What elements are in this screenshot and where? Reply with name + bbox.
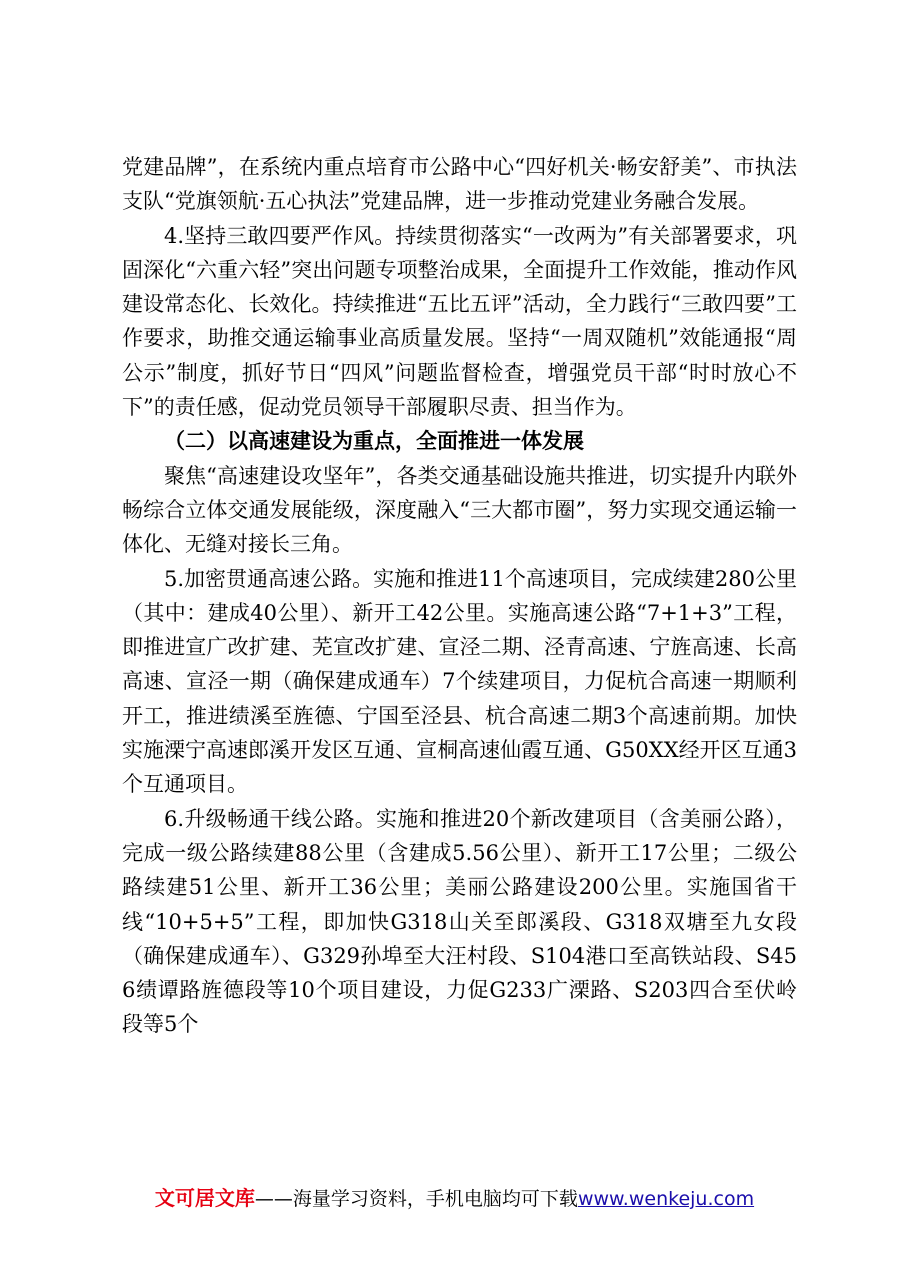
footer-banner [0, 1182, 909, 1211]
footer-brand: 文可居文库 [154, 1186, 255, 1210]
footer-site-link[interactable]: www.wenkeju.com [577, 1188, 755, 1210]
paragraph-item-5: 5.加密贯通高速公路。实施和推进11个高速项目，完成续建280公里（其中：建成40公里）、新开工42公里。实施高速公路“7+1+3”工程，即推进宣广改扩建、芜宣改扩建、宣泾二期、泾青高速、宁旌高速、长高高速、宣泾一期（确保建成通车）7个续建项目，力促杭合高速一期顺利开工，推进绩溪至旌德、宁国至泾县、杭合高速二期3个高速前期。加快实施溧宁高速郎溪开发区互通、宣桐高速仙霞互通、G50XX经开区互通3个互通项目。 [122, 566, 797, 797]
paragraph-continuation: 党建品牌”，在系统内重点培育市公路中心“四好机关·畅安舒美”、市执法支队“党旗领航·五心执法”党建品牌，进一步推动党建业务融合发展。 [122, 155, 797, 214]
footer-tagline: ——海量学习资料，手机电脑均可下载 [254, 1188, 578, 1210]
document-body [122, 150, 797, 1042]
paragraph-item-6: 6.升级畅通干线公路。实施和推进20个新改建项目（含美丽公路），完成一级公路续建88公里（含建成5.56公里）、新开工17公里；二级公路续建51公里、新开工36公里；美丽公路建设200公里。实施国省干线“10+5+5”工程，即加快G318山关至郎溪段、G318双塘至九女段（确保建成通车）、G329孙埠至大汪村段、S104港口至高铁站段、S456绩谭路旌德段等10个项目建设，力促G233广溧路、S203四合至伏岭段等5个 [122, 806, 797, 1037]
paragraph-section-intro: 聚焦“高速建设攻坚年”，各类交通基础设施共推进，切实提升内联外畅综合立体交通发展能级，深度融入“三大都市圈”，努力实现交通运输一体化、无缝对接长三角。 [122, 463, 797, 557]
section-heading-2: （二）以高速建设为重点，全面推进一体发展 [164, 428, 584, 454]
paragraph-item-4: 4.坚持三敢四要严作风。持续贯彻落实“一改两为”有关部署要求，巩固深化“六重六轻”突出问题专项整治成果，全面提升工作效能，推动作风建设常态化、长效化。持续推进“五比五评”活动，全力践行“三敢四要”工作要求，助推交通运输事业高质量发展。坚持“一周双随机”效能通报“周公示”制度，抓好节日“四风”问题监督检查，增强党员干部“时时放心不下”的责任感，促动党员领导干部履职尽责、担当作为。 [122, 223, 797, 420]
